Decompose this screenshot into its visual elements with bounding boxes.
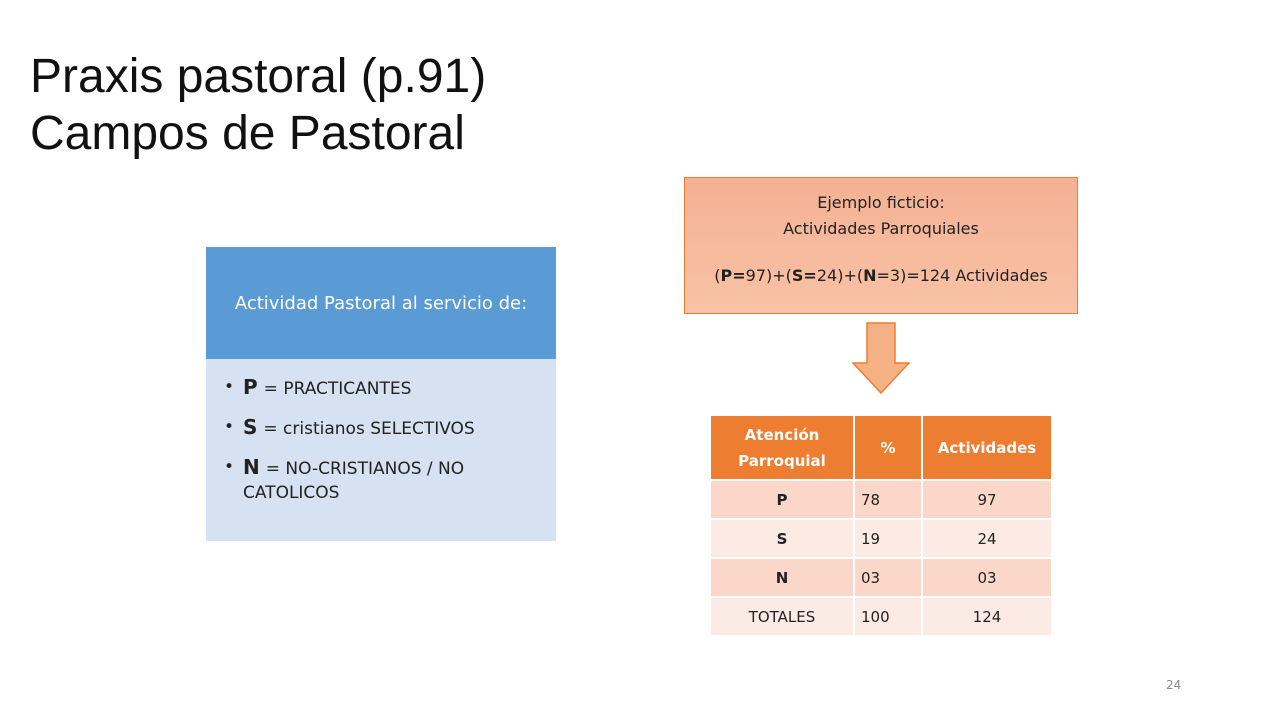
example-box <box>684 177 1078 314</box>
page-number: 24 <box>1166 678 1182 692</box>
pastoral-activity-list-panel <box>206 359 556 541</box>
example-line-1: Ejemplo ficticio: <box>817 193 945 212</box>
slide-title <box>30 48 730 162</box>
cell-activities: 124 <box>922 597 1052 636</box>
table-row-totals <box>710 597 1052 636</box>
table-row <box>710 480 1052 519</box>
list-item-practicantes <box>224 375 536 401</box>
item-key: P <box>243 375 258 399</box>
item-key: S <box>243 415 258 439</box>
title-line-2: Campos de Pastoral <box>30 107 465 160</box>
pastoral-activity-header: Actividad Pastoral al servicio de: <box>206 247 556 359</box>
example-line-2: Actividades Parroquiales <box>783 219 979 238</box>
title-line-1: Praxis pastoral (p.91) <box>30 50 487 103</box>
col-header-percent: % <box>854 415 922 480</box>
pastoral-activity-list <box>224 375 536 505</box>
cell-percent: 100 <box>854 597 922 636</box>
down-arrow-icon <box>852 322 910 394</box>
list-item-selectivos <box>224 415 536 441</box>
cell-percent: 78 <box>854 480 922 519</box>
col-header-atencion: Atención Parroquial <box>710 415 854 480</box>
table-row <box>710 519 1052 558</box>
bullet-icon: • <box>224 457 235 477</box>
list-item-no-cristianos <box>224 455 536 505</box>
example-formula: (P=97)+(S=24)+(N=3)=124 Actividades <box>714 266 1048 285</box>
item-key: N <box>243 455 260 479</box>
cell-category: S <box>710 519 854 558</box>
table-header-row <box>710 415 1052 480</box>
pastoral-activity-box <box>206 247 556 541</box>
item-text: = PRACTICANTES <box>263 379 412 399</box>
cell-percent: 03 <box>854 558 922 597</box>
table-row <box>710 558 1052 597</box>
cell-category: TOTALES <box>710 597 854 636</box>
cell-category: P <box>710 480 854 519</box>
bullet-icon: • <box>224 377 235 397</box>
item-text: = cristianos SELECTIVOS <box>263 419 475 439</box>
item-text: = NO-CRISTIANOS / NO CATOLICOS <box>243 459 465 503</box>
cell-category: N <box>710 558 854 597</box>
col-header-actividades: Actividades <box>922 415 1052 480</box>
cell-activities: 97 <box>922 480 1052 519</box>
activities-table <box>709 414 1053 637</box>
cell-activities: 24 <box>922 519 1052 558</box>
cell-percent: 19 <box>854 519 922 558</box>
cell-activities: 03 <box>922 558 1052 597</box>
bullet-icon: • <box>224 417 235 437</box>
